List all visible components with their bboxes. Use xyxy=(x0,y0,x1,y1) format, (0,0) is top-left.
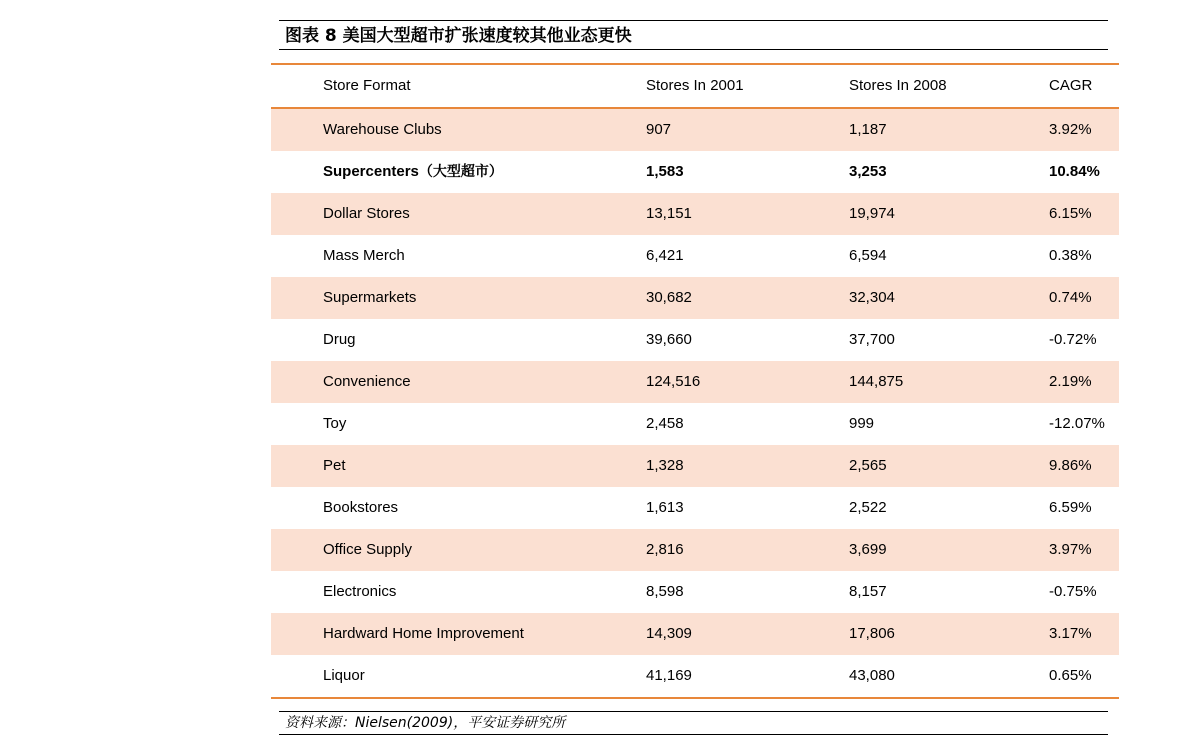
table-row-highlighted xyxy=(271,151,1119,193)
cagr-cell: 0.38% xyxy=(1049,247,1092,264)
store-format-cell: Liquor xyxy=(323,667,365,684)
cagr-cell: 6.15% xyxy=(1049,205,1092,222)
header-cagr: CAGR xyxy=(1049,77,1093,94)
store-format-cell: Hardward Home Improvement xyxy=(323,625,524,642)
stores-2001-cell: 1,328 xyxy=(646,457,684,474)
source-note: 资料来源：Nielsen(2009)，平安证券研究所 xyxy=(285,715,566,731)
table-row xyxy=(271,319,1119,361)
stores-2001-cell: 13,151 xyxy=(646,205,692,222)
header-store-format: Store Format xyxy=(323,77,411,94)
cagr-cell: 3.97% xyxy=(1049,541,1092,558)
store-format-cell: Convenience xyxy=(323,373,411,390)
stores-2001-cell: 124,516 xyxy=(646,373,701,390)
stores-2008-cell: 2,522 xyxy=(849,499,887,516)
cagr-cell: 3.92% xyxy=(1049,121,1092,138)
header-stores-2008: Stores In 2008 xyxy=(849,77,947,94)
store-format-cell: Toy xyxy=(323,415,347,432)
header-stores-2001: Stores In 2001 xyxy=(646,77,744,94)
store-format-cell: Supermarkets xyxy=(323,289,417,306)
stores-2008-cell: 999 xyxy=(849,415,875,432)
stores-2001-cell: 30,682 xyxy=(646,289,692,306)
cagr-cell: -0.75% xyxy=(1049,583,1097,600)
table-row xyxy=(271,235,1119,277)
stores-2001-cell: 907 xyxy=(646,121,672,138)
store-format-cell: Supercenters（大型超市） xyxy=(323,163,503,180)
stores-2008-cell: 3,699 xyxy=(849,541,887,558)
cagr-cell: 0.74% xyxy=(1049,289,1092,306)
store-format-zh: （大型超市） xyxy=(418,164,503,180)
stores-2008-cell: 43,080 xyxy=(849,667,895,684)
store-format-cell: Dollar Stores xyxy=(323,205,410,222)
stores-2008-cell: 32,304 xyxy=(849,289,895,306)
figure-title: 图表 8 美国大型超市扩张速度较其他业态更快 xyxy=(285,26,632,46)
table-row xyxy=(271,613,1119,655)
table-row xyxy=(271,109,1119,151)
store-format-cell: Mass Merch xyxy=(323,247,405,264)
source-note-block xyxy=(279,711,1108,735)
figure-title-block xyxy=(279,20,1108,50)
stores-2001-cell: 1,613 xyxy=(646,499,684,516)
stores-2001-cell: 39,660 xyxy=(646,331,692,348)
stores-2008-cell: 8,157 xyxy=(849,583,887,600)
store-format-cell: Pet xyxy=(323,457,346,474)
stores-2008-cell: 17,806 xyxy=(849,625,895,642)
store-format-cell: Warehouse Clubs xyxy=(323,121,442,138)
table-row xyxy=(271,529,1119,571)
cagr-cell: 2.19% xyxy=(1049,373,1092,390)
cagr-cell: 3.17% xyxy=(1049,625,1092,642)
stores-2001-cell: 6,421 xyxy=(646,247,684,264)
store-format-table xyxy=(271,63,1119,699)
stores-2008-cell: 6,594 xyxy=(849,247,887,264)
table-row xyxy=(271,571,1119,613)
table-row xyxy=(271,277,1119,319)
cagr-cell: 10.84% xyxy=(1049,163,1100,180)
cagr-cell: -12.07% xyxy=(1049,415,1105,432)
stores-2001-cell: 41,169 xyxy=(646,667,692,684)
cagr-cell: 0.65% xyxy=(1049,667,1092,684)
store-format-cell: Electronics xyxy=(323,583,397,600)
store-format-cell: Bookstores xyxy=(323,499,399,516)
stores-2008-cell: 37,700 xyxy=(849,331,895,348)
stores-2001-cell: 1,583 xyxy=(646,163,684,180)
stores-2008-cell: 144,875 xyxy=(849,373,904,390)
stores-2008-cell: 19,974 xyxy=(849,205,895,222)
store-format-cell: Office Supply xyxy=(323,541,412,558)
stores-2001-cell: 2,816 xyxy=(646,541,684,558)
table-row xyxy=(271,403,1119,445)
stores-2001-cell: 8,598 xyxy=(646,583,684,600)
table-row xyxy=(271,487,1119,529)
table-row xyxy=(271,361,1119,403)
cagr-cell: 6.59% xyxy=(1049,499,1092,516)
table-row xyxy=(271,655,1119,697)
table-row xyxy=(271,445,1119,487)
cagr-cell: 9.86% xyxy=(1049,457,1092,474)
stores-2008-cell: 2,565 xyxy=(849,457,887,474)
stores-2001-cell: 2,458 xyxy=(646,415,684,432)
stores-2001-cell: 14,309 xyxy=(646,625,692,642)
table-row xyxy=(271,193,1119,235)
stores-2008-cell: 1,187 xyxy=(849,121,887,138)
table-header-row xyxy=(271,65,1119,109)
store-format-cell: Drug xyxy=(323,331,356,348)
stores-2008-cell: 3,253 xyxy=(849,163,887,180)
cagr-cell: -0.72% xyxy=(1049,331,1097,348)
